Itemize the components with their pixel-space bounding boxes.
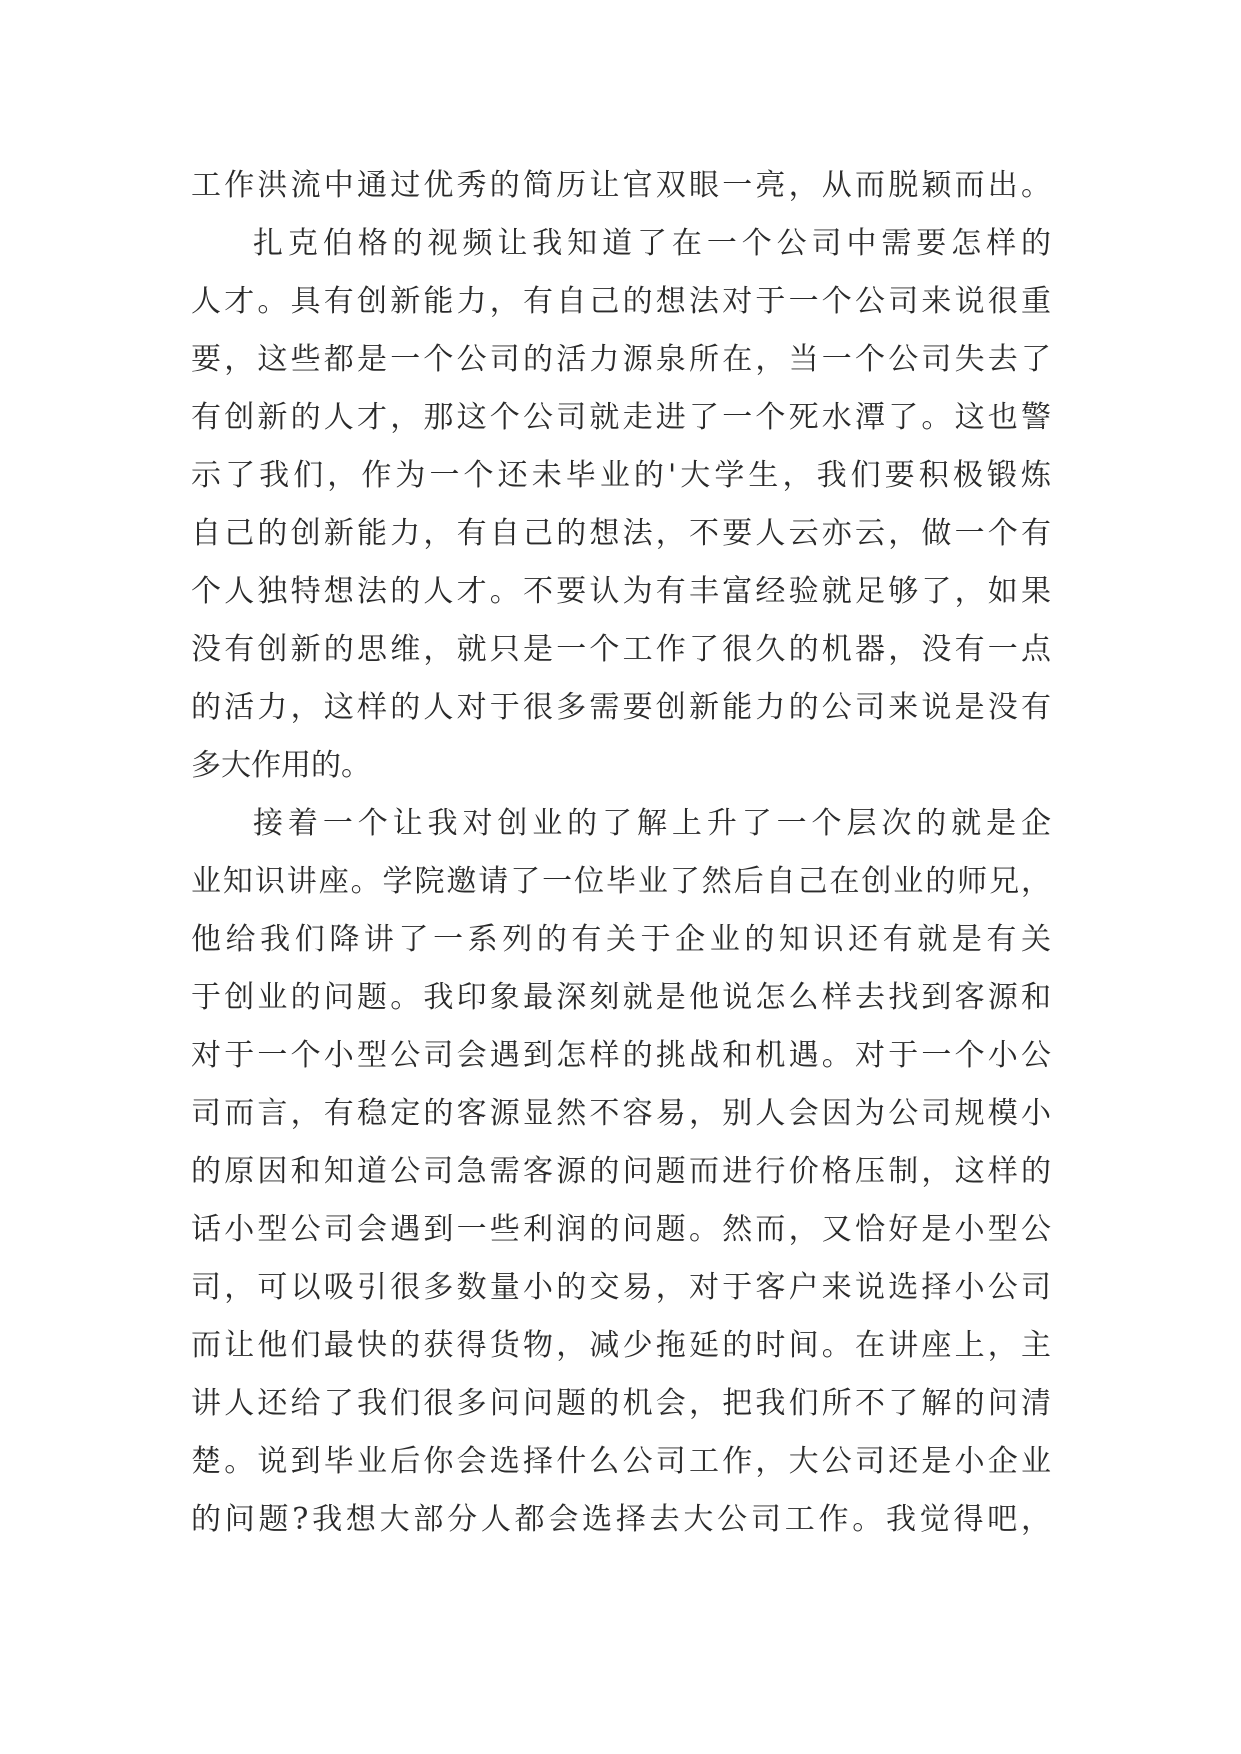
paragraph-2-line-6: 自己的创新能力，有自己的想法，不要人云亦云，做一个有 <box>191 516 1051 551</box>
paragraph-3-line-4: 于创业的问题。我印象最深刻就是他说怎么样去找到客源和 <box>191 980 1051 1015</box>
paragraph-2-line-1: 扎克伯格的视频让我知道了在一个公司中需要怎样的 <box>253 226 1051 261</box>
paragraph-2-line-8: 没有创新的思维，就只是一个工作了很久的机器，没有一点 <box>191 632 1051 667</box>
paragraph-3-line-6: 司而言，有稳定的客源显然不容易，别人会因为公司规模小 <box>191 1096 1051 1131</box>
paragraph-3-line-3: 他给我们降讲了一系列的有关于企业的知识还有就是有关 <box>191 922 1051 957</box>
paragraph-3-line-11: 讲人还给了我们很多问问题的机会，把我们所不了解的问清 <box>191 1386 1051 1421</box>
paragraph-1-line-1: 工作洪流中通过优秀的简历让官双眼一亮，从而脱颖而出。 <box>191 168 1051 203</box>
paragraph-2-line-7: 个人独特想法的人才。不要认为有丰富经验就足够了，如果 <box>191 574 1051 609</box>
paragraph-3-line-13: 的问题?我想大部分人都会选择去大公司工作。我觉得吧， <box>191 1502 1051 1537</box>
paragraph-2-line-3: 要，这些都是一个公司的活力源泉所在，当一个公司失去了 <box>191 342 1051 377</box>
paragraph-3-line-9: 司，可以吸引很多数量小的交易，对于客户来说选择小公司 <box>191 1270 1051 1305</box>
paragraph-3-line-12: 楚。说到毕业后你会选择什么公司工作，大公司还是小企业 <box>191 1444 1051 1479</box>
paragraph-2-line-5: 示了我们，作为一个还未毕业的'大学生，我们要积极锻炼 <box>191 458 1051 493</box>
paragraph-3-line-8: 话小型公司会遇到一些利润的问题。然而，又恰好是小型公 <box>191 1212 1051 1247</box>
paragraph-2-line-2: 人才。具有创新能力，有自己的想法对于一个公司来说很重 <box>191 284 1051 319</box>
paragraph-3-line-10: 而让他们最快的获得货物，减少拖延的时间。在讲座上，主 <box>191 1328 1051 1363</box>
paragraph-2-line-9: 的活力，这样的人对于很多需要创新能力的公司来说是没有 <box>191 690 1051 725</box>
paragraph-3-line-7: 的原因和知道公司急需客源的问题而进行价格压制，这样的 <box>191 1154 1051 1189</box>
paragraph-3-line-2: 业知识讲座。学院邀请了一位毕业了然后自己在创业的师兄， <box>191 864 1051 899</box>
paragraph-3-line-5: 对于一个小型公司会遇到怎样的挑战和机遇。对于一个小公 <box>191 1038 1051 1073</box>
paragraph-2-line-4: 有创新的人才，那这个公司就走进了一个死水潭了。这也警 <box>191 400 1051 435</box>
paragraph-3-line-1: 接着一个让我对创业的了解上升了一个层次的就是企 <box>253 806 1051 841</box>
paragraph-2-line-10: 多大作用的。 <box>191 748 371 783</box>
document-body <box>191 157 1051 1549</box>
